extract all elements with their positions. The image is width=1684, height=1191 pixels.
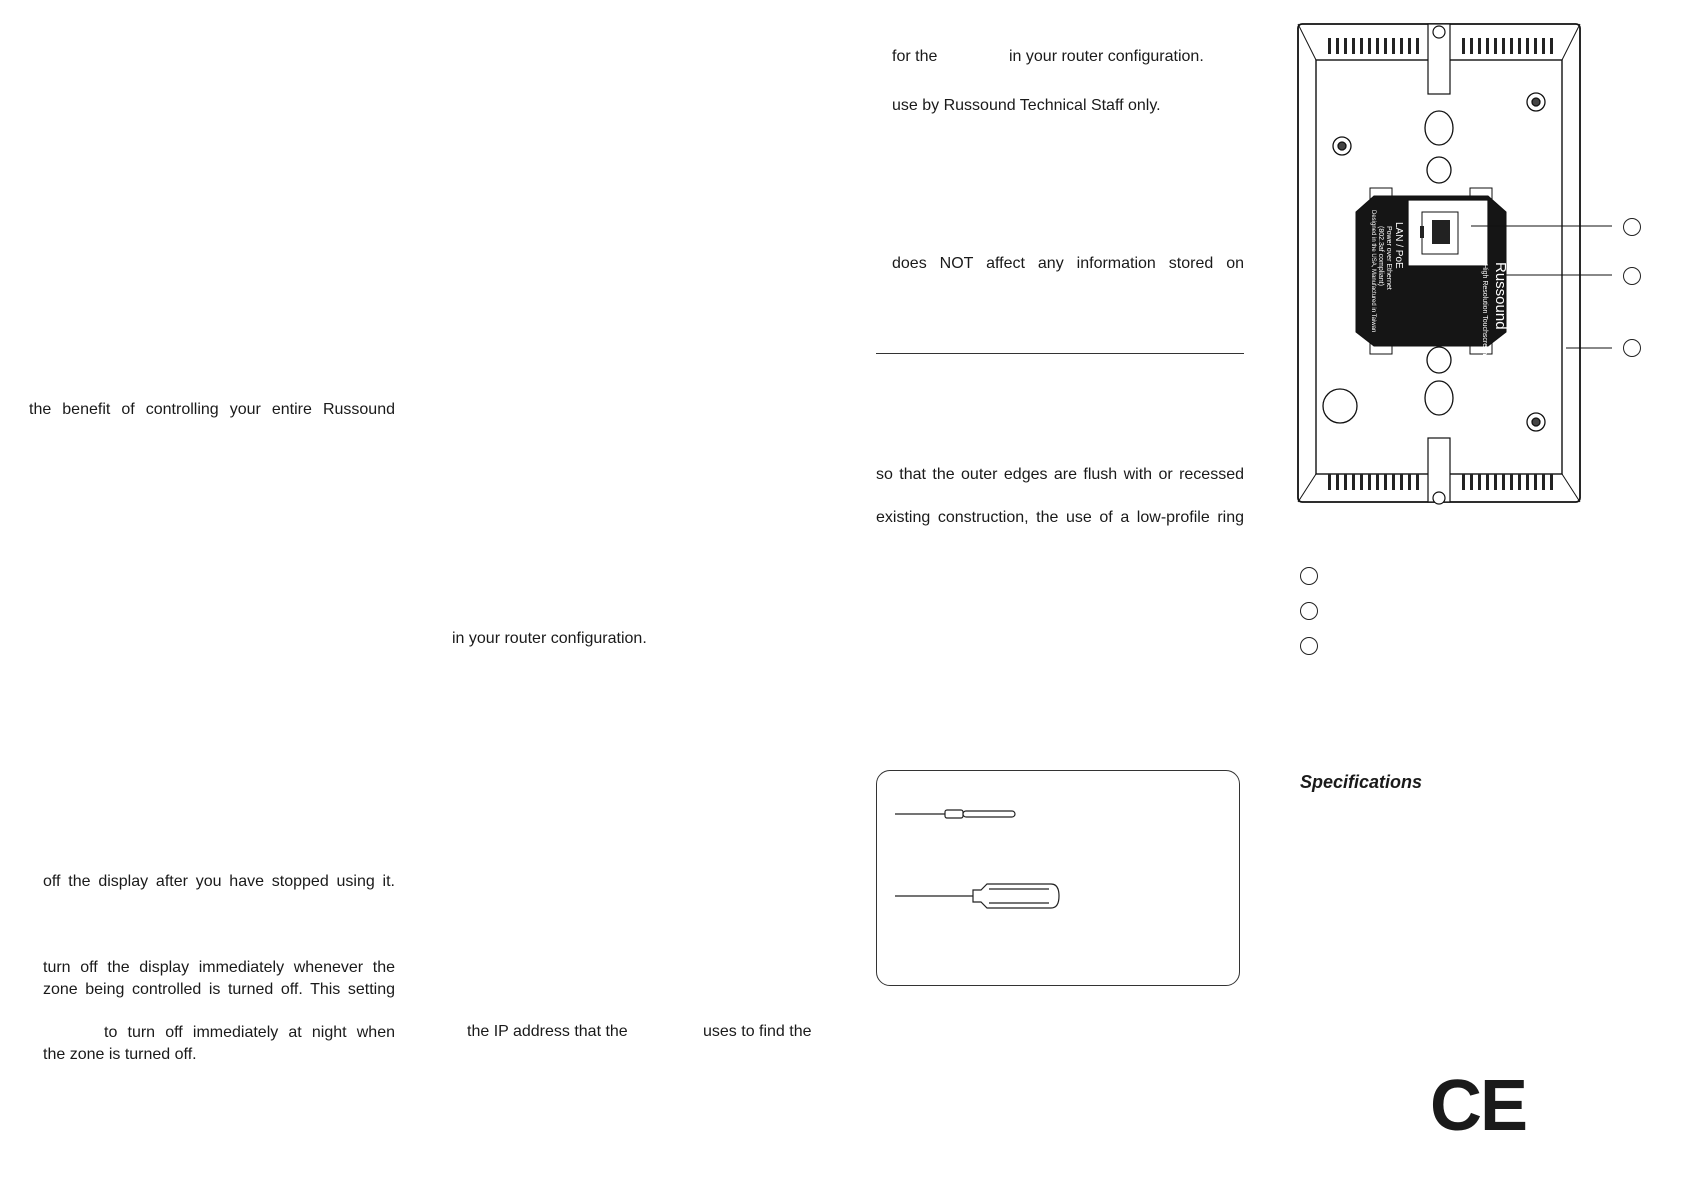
body-text-line: zone being controlled is turned off. This setting bbox=[43, 981, 395, 998]
body-text-line: the zone is turned off. bbox=[43, 1046, 197, 1063]
power-label-2: (802.3af compliant) bbox=[1377, 226, 1384, 286]
specifications-heading: Specifications bbox=[1300, 772, 1423, 792]
body-text-line: the benefit of controlling your entire Russound bbox=[29, 401, 395, 418]
callout-3-marker bbox=[1623, 339, 1641, 357]
large-screwdriver-icon bbox=[895, 884, 1059, 908]
body-text-line: so that the outer edges are flush with or recessed bbox=[876, 466, 1244, 483]
origin-label: Designed in the USA, Manufactured in Taiwan bbox=[1370, 210, 1376, 333]
body-text-line: existing construction, the use of a low-profile ring bbox=[876, 509, 1244, 526]
body-text-line: in your router configuration. bbox=[1009, 48, 1204, 65]
body-text-line: turn off the display immediately whenever the bbox=[43, 959, 395, 976]
callout-1-marker bbox=[1623, 218, 1641, 236]
power-label: Power over Ethernet bbox=[1385, 226, 1392, 290]
screwdriver-icons bbox=[877, 771, 1241, 987]
body-text-line: use by Russound Technical Staff only. bbox=[892, 97, 1161, 114]
port-label: LAN / PoE bbox=[1393, 222, 1404, 269]
body-text-line: for the bbox=[892, 48, 938, 65]
brand-sub-label: High Resolution Touchscreen bbox=[1481, 264, 1488, 355]
small-screwdriver-icon bbox=[895, 810, 1015, 818]
legend-3-marker bbox=[1300, 637, 1318, 655]
brand-label: Russound bbox=[1492, 262, 1509, 330]
body-text-line: the IP address that the bbox=[467, 1023, 628, 1040]
body-text-line: does NOT affect any information stored on bbox=[892, 255, 1244, 272]
ce-mark: CE bbox=[1430, 1066, 1527, 1146]
tools-needed-box bbox=[876, 770, 1240, 986]
legend-2-marker bbox=[1300, 602, 1318, 620]
legend-1-marker bbox=[1300, 567, 1318, 585]
callout-2-marker bbox=[1623, 267, 1641, 285]
body-text-line: uses to find the bbox=[703, 1023, 812, 1040]
body-text-line: in your router configuration. bbox=[452, 630, 647, 647]
body-text-line: to turn off immediately at night when bbox=[104, 1024, 395, 1041]
section-divider bbox=[876, 353, 1244, 354]
device-back-diagram bbox=[1296, 20, 1596, 506]
body-text-line: off the display after you have stopped using it. bbox=[43, 873, 395, 890]
